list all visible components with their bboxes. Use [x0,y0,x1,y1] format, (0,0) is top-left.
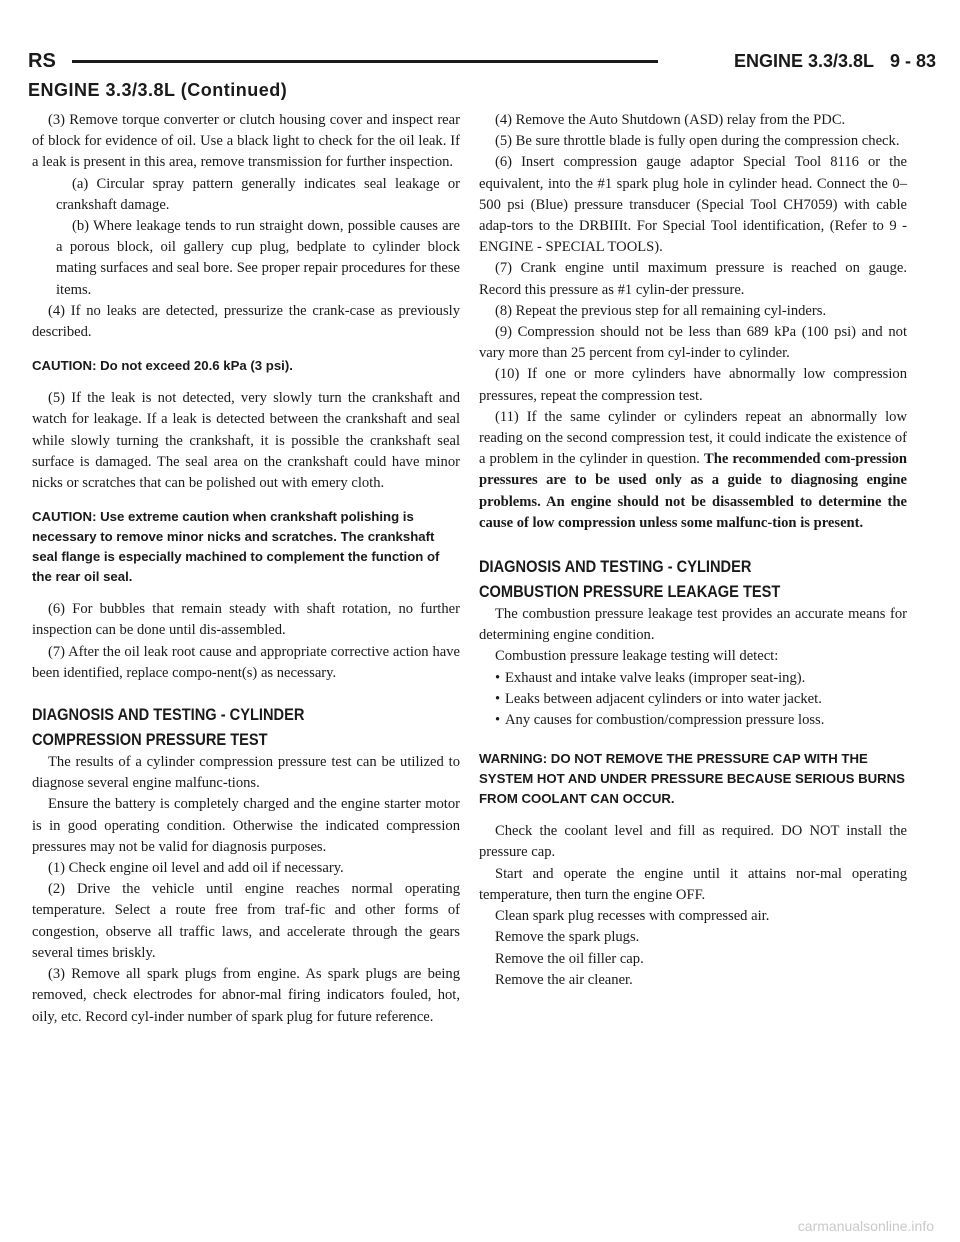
bullet-icon: • [495,712,501,729]
header-title: ENGINE 3.3/3.8L [733,51,874,71]
bullet-icon: • [495,669,501,686]
paragraph: (a) Circular spray pattern generally indicates seal leakage or crankshaft damage. [56,175,460,213]
paragraph: (3) Remove all spark plugs from engine. As spark plugs are being removed, check electrodes for abnor-mal firing indicators fouled, hot, oily, etc. Record cyl-inder number of spark plug for future reference. [32,966,460,1025]
section-title [479,554,847,604]
page-subheader: ENGINE 3.3/3.8L (Continued) [28,80,288,100]
bullet-text: Exhaust and intake valve leaks (improper seat-ing). [505,669,806,686]
warning-note: WARNING: DO NOT REMOVE THE PRESSURE CAP WITH THE SYSTEM HOT AND UNDER PRESSURE BECAUSE SERIOUS BURNS FROM COOLANT CAN OCCUR. [479,751,905,807]
paragraph [479,407,907,534]
page-number: 9 - 83 [889,51,936,71]
caution-note: CAUTION: Use extreme caution when crankshaft polishing is necessary to remove minor nicks and scratches. The crankshaft seal flange is especially machined to complement the function of the rear oil seal. [32,509,440,585]
page-header [0,50,960,80]
paragraph: Remove the air cleaner. [495,971,633,988]
paragraph: (7) After the oil leak root cause and appropriate corrective action have been identified, replace compo-nent(s) as necessary. [32,643,460,681]
paragraph: Check the coolant level and fill as required. DO NOT install the pressure cap. [479,823,907,861]
paragraph: (3) Remove torque converter or clutch housing cover and inspect rear of block for evidence of oil. Use a black light to check for the oil leak. If a leak is present in this area, remove transmission for further inspection. [32,112,460,171]
watermark: carmanualsonline.info [797,1218,934,1234]
bullet-text: Leaks between adjacent cylinders or into water jacket. [505,690,822,707]
paragraph-text: (11) If the same cylinder or cylinders repeat an abnormally low reading on the second compression test, it could indicate the existence of a problem in the cylinder in question. [479,408,907,468]
emphasis-text: The recommended com-pression pressures are to be used only as a guide to diagnosing engine problems. An engine should not be disassembled to determine the cause of low compression unless some malfunc-tion is present. [479,451,907,531]
paragraph: (1) Check engine oil level and add oil if necessary. [48,860,344,877]
paragraph: (9) Compression should not be less than 689 kPa (100 psi) and not vary more than 25 percent from cyl-inder to cylinder. [479,324,907,362]
bullet-item [479,710,907,731]
bullet-text: Any causes for combustion/compression pressure loss. [505,712,825,729]
bullet-item [479,689,907,710]
right-column [479,110,907,991]
caution-note: CAUTION: Do not exceed 20.6 kPa (3 psi). [32,358,293,374]
paragraph: Remove the spark plugs. [495,929,640,946]
paragraph: (4) If no leaks are detected, pressurize the crank-case as previously described. [32,302,460,341]
paragraph: Start and operate the engine until it attains nor-mal operating temperature, then turn the engine OFF. [479,865,907,903]
bullet-icon: • [495,690,501,707]
paragraph: (10) If one or more cylinders have abnormally low compression pressures, repeat the compression test. [479,366,907,404]
paragraph: (5) Be sure throttle blade is fully open during the compression check. [495,133,900,150]
section-title-line: DIAGNOSIS AND TESTING - CYLINDER [479,557,752,577]
section-title-line: COMPRESSION PRESSURE TEST [32,730,268,750]
section-title-line: DIAGNOSIS AND TESTING - CYLINDER [32,705,305,725]
section-title [32,702,400,752]
header-section-code: RS [28,50,56,72]
paragraph: (4) Remove the Auto Shutdown (ASD) relay from the PDC. [495,112,846,128]
paragraph: (7) Crank engine until maximum pressure is reached on gauge. Record this pressure as #1 cylin-der pressure. [479,260,907,298]
header-rule [72,60,658,63]
bullet-item [479,668,907,689]
paragraph: The combustion pressure leakage test provides an accurate means for determining engine condition. [479,606,907,644]
section-title-line: COMBUSTION PRESSURE LEAKAGE TEST [479,582,781,602]
paragraph: (6) For bubbles that remain steady with shaft rotation, no further inspection can be done until dis-assembled. [32,601,460,639]
left-column [32,110,460,1028]
paragraph: The results of a cylinder compression pressure test can be utilized to diagnose several engine malfunc-tions. [32,754,460,792]
paragraph: Ensure the battery is completely charged and the engine starter motor is in good operating condition. Otherwise the indicated compression pressures may not be valid for diagnosis purposes. [32,796,460,855]
paragraph: Remove the oil filler cap. [495,950,644,967]
paragraph: Combustion pressure leakage testing will detect: [495,648,779,665]
paragraph: (8) Repeat the previous step for all remaining cyl-inders. [495,302,827,319]
paragraph: (2) Drive the vehicle until engine reaches normal operating temperature. Select a route free from traf-fic and other forms of congestion, observe all traffic laws, and accelerate through the gears several times briskly. [32,881,460,961]
paragraph: (5) If the leak is not detected, very slowly turn the crankshaft and watch for leakage. If a leak is detected between the crankshaft and seal while slowly turning the crankshaft, it is possible the crankshaft seal surface is damaged. The seal area on the crankshaft could have minor nicks or scratches that can be polished out with emery cloth. [32,390,460,492]
paragraph: Clean spark plug recesses with compressed air. [495,908,770,925]
paragraph: (6) Insert compression gauge adaptor Special Tool 8116 or the equivalent, into the #1 spark plug hole in cylinder head. Connect the 0–500 psi (Blue) pressure transducer (Special Tool CH7059) with cable adap-tors to the DRBIIIt. For Special Tool identification, (Refer to 9 - ENGINE - SPECIAL TOOLS). [479,154,907,256]
paragraph: (b) Where leakage tends to run straight down, possible causes are a porous block, oil gallery cup plug, bedplate to cylinder block mating surfaces and seal bore. See proper repair procedures for these items. [56,218,460,298]
